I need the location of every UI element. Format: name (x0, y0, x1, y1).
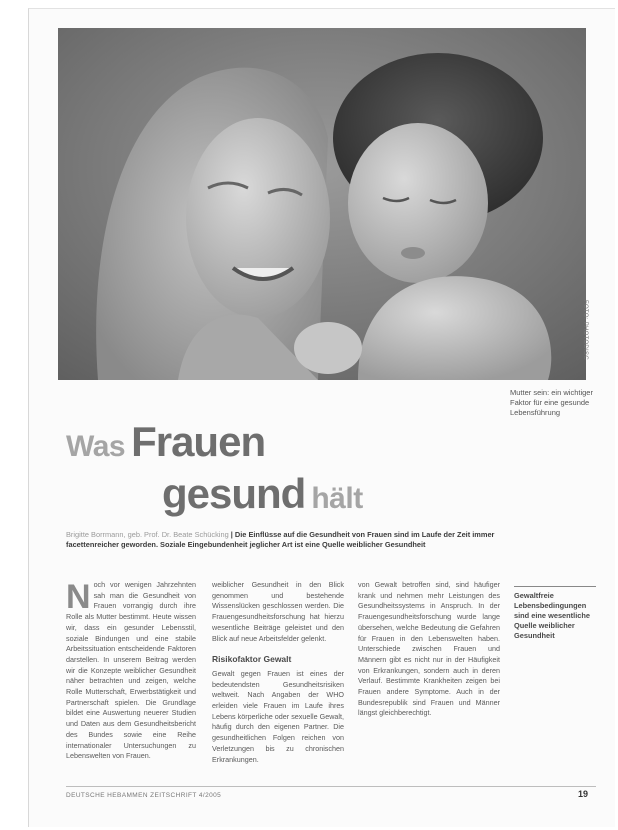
column-2-text-b: Gewalt gegen Frauen ist eines der bedeutendsten Gesundheitsrisiken weltweit. Nach Angaben der WHO erleiden viele Frauen im Laufe ihres Lebens körperliche oder sexuelle Gewalt, häufig durch den eigenen Partner. Die gesundheitlichen Folgen reichen von Verletzungen bis zu chronischen Erkrankungen. (212, 668, 344, 764)
headline-word-frauen: Frauen (131, 418, 266, 465)
article-column-3 (358, 580, 500, 719)
photo-credit: FOTO: PHOTODISC (582, 300, 588, 360)
section-subhead: Risikofaktor Gewalt (212, 654, 292, 665)
column-1-text: och vor wenigen Jahrzehnten sah man die Gesundheit von Frauen vorrangig durch ihre Rolle als Mutter bestimmt. Heute wissen wir, dass ein gesunder Lebensstil, soziale Bindungen und eine stabile Arbeitssituation entscheidende Faktoren darstellen. In unserem Beitrag werden wir die Konzepte weiblicher Gesundheit näher betrachten und zeigen, welche Rolle Mutterschaft, Erwerbstätigkeit und Partnerschaft spielen. Die Grundlage bildet eine Auswertung neuerer Studien und Daten aus dem Gesundheitsbericht des Bundes sowie eine Reihe internationaler Untersuchungen zu Lebenswelten von Frauen. (66, 580, 196, 761)
article-column-1 (66, 580, 196, 762)
headline-line-1 (66, 418, 265, 466)
page-number: 19 (578, 789, 589, 799)
headline-word-was: Was (66, 430, 126, 463)
headline-line-2 (162, 470, 363, 518)
drop-cap: N (66, 578, 91, 616)
headline-word-gesund: gesund (162, 470, 306, 517)
mother-child-photo (58, 28, 586, 380)
article-lead (66, 530, 496, 550)
headline-word-haelt: hält (311, 482, 363, 515)
article-authors: Brigitte Borrmann, geb. Prof. Dr. Beate Schücking (66, 530, 229, 539)
lead-text: Die Einflüsse auf die Gesundheit von Frauen sind im Laufe der Zeit immer facettenreicher geworden. Soziale Eingebundenheit jeglicher Art ist eine Quelle weiblicher Gesundheit (66, 530, 495, 549)
journal-footer: DEUTSCHE HEBAMMEN ZEITSCHRIFT 4/2005 (66, 792, 222, 799)
pull-quote: Gewaltfreie Lebensbedingungen sind eine wesentliche Quelle weiblicher Gesundheit (514, 586, 596, 641)
column-3-text: von Gewalt betroffen sind, sind häufiger krank und nehmen mehr Leistungen des Gesundheitssystems in Anspruch. In der Frauengesundheitsforschung wurde lange übersehen, welche Bedeutung die Gefahren für Frauen in den Lebenswelten haben. Unterschiede zwischen Frauen und Männern gibt es nicht nur in der Häufigkeit von Erkrankungen, sondern auch in deren Verlauf. Bestimmte Krankheiten zeigen bei Frauen andere Symptome. Auch in der Bundesrepublik sind Frauen und Männer längst gleichberechtigt. (358, 580, 500, 718)
lead-separator: | (230, 530, 233, 539)
column-2-text-a: weiblicher Gesundheit in den Blick genommen und bestehende Wissenslücken geschlossen werden. Die Frauengesundheitsforschung hat hierzu wesentliche Beiträge geleistet und den Blick auf neue Arbeitsfelder gelenkt. (212, 580, 344, 643)
footer-rule (66, 786, 596, 787)
photo-illustration (58, 28, 586, 380)
article-column-2 (212, 580, 344, 765)
photo-caption: Mutter sein: ein wichtiger Faktor für eine gesunde Lebensführung (510, 388, 593, 417)
